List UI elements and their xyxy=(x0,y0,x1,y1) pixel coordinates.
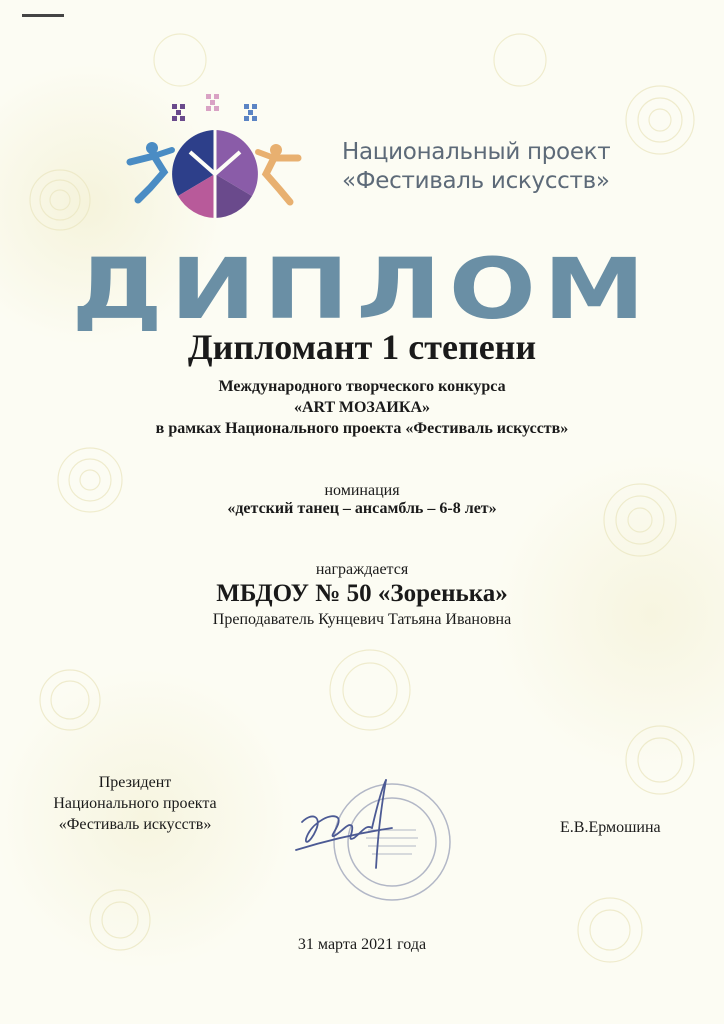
signature-area xyxy=(282,772,472,902)
contest-line3: в рамках Национального проекта «Фестиваль искусств» xyxy=(155,420,569,437)
degree-heading: Дипломант 1 степени xyxy=(187,327,537,367)
stamp-icon xyxy=(334,784,450,900)
signatory-line2: Национального проекта xyxy=(53,795,217,812)
contest-description xyxy=(0,376,724,439)
dancer-figure-icon xyxy=(130,142,172,200)
signature-icon xyxy=(296,780,392,868)
project-name-line1: Национальный проект xyxy=(342,139,611,165)
contest-line2: «ART МОЗАИКА» xyxy=(293,399,431,416)
scan-mark xyxy=(22,14,64,17)
teacher-name: Преподаватель Кунцевич Татьяна Ивановна xyxy=(212,611,512,628)
project-name xyxy=(342,138,642,196)
awarded-label: награждается xyxy=(315,561,409,578)
dancer-figure-icon xyxy=(258,144,298,202)
contest-line1: Международного творческого конкурса xyxy=(218,378,506,395)
signatory-name: Е.В.Ермошина xyxy=(560,819,661,836)
signatory-line1: Президент xyxy=(98,774,172,791)
festival-logo-icon xyxy=(120,92,310,222)
recipient-name: МБДОУ № 50 «Зоренька» xyxy=(216,580,508,607)
diploma-title: ДИПЛОМ xyxy=(71,240,653,338)
project-name-line2: «Фестиваль искусств» xyxy=(342,168,610,194)
issue-date: 31 марта 2021 года xyxy=(297,936,427,953)
signatory-title xyxy=(30,772,240,835)
snowflake-ornament-icon xyxy=(172,94,257,121)
nomination-label: номинация xyxy=(324,482,400,499)
festival-globe-icon xyxy=(172,130,258,218)
signatory-line3: «Фестиваль искусств» xyxy=(58,816,212,833)
nomination-value: «детский танец – ансамбль – 6-8 лет» xyxy=(227,500,497,517)
